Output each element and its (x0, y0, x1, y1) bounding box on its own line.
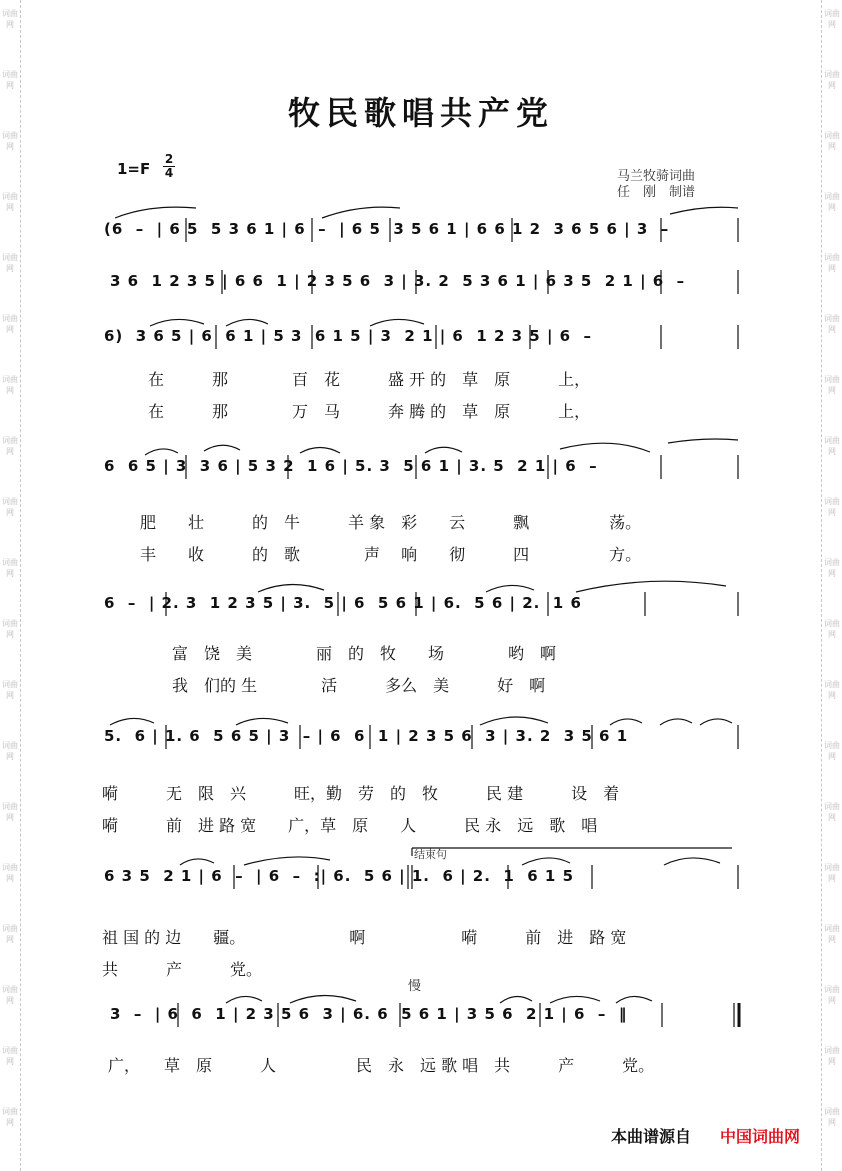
notation-row-5: 6 – | 2. 3 1 2 3 5 | 3. 5 | 6 5 6 1 | 6. 5 6 | 2. 1 6 (104, 594, 582, 612)
notation-row-1: (6 – | 6 5 5 3 6 1 | 6 – | 6 5 3 5 6 1 | 6 6 1 2 3 6 5 6 | 3 – (104, 220, 670, 238)
watermark-text: 词曲网 (2, 314, 18, 334)
watermark-text: 词曲网 (2, 985, 18, 1005)
lyric-row-5b: 我 们的 生 活 多么 美 好 啊 (172, 676, 546, 695)
watermark-text: 词曲网 (2, 131, 18, 151)
notation-row-2: 3 6 1 2 3 5 | 6 6 1 | 2 3 5 6 3 | 3. 2 5 3 6 1 | 6 3 5 2 1 | 6 – (110, 272, 686, 290)
watermark-text: 词曲网 (2, 497, 18, 517)
lyric-row-6b: 嗬 前 进 路 宽 广，草 原 人 民 永 远 歌 唱 (102, 816, 598, 835)
watermark-text: 词曲网 (2, 9, 18, 29)
site-link[interactable]: 中国词曲网 (720, 1127, 801, 1146)
ending-marker: 结束句 (414, 848, 447, 861)
lyric-row-7b: 共 产 党。 (102, 960, 263, 979)
watermark-text: 词曲网 (2, 192, 18, 212)
watermark-text: 词曲网 (2, 558, 18, 578)
notation-row-3: 6) 3 6 5 | 6 6 1 | 5 3 6 1 5 | 3 2 1 | 6 1 2 3 5 | 6 – (104, 327, 593, 345)
notation-row-8: 3 – | 6 6 1 | 2 3 5 6 3 | 6. 6 5 6 1 | 3 5 6 2 1 | 6 – ‖ (110, 1005, 628, 1023)
lyric-row-4b: 丰 收 的 歌 声 响 彻 四 方。 (140, 545, 642, 564)
watermark-text: 词曲网 (2, 436, 18, 456)
lyric-row-6a: 嗬 无 限 兴 旺，勤 劳 的 牧 民 建 设 着 (102, 784, 620, 803)
watermark-text: 词曲网 (824, 924, 840, 944)
watermark-text: 词曲网 (824, 1107, 840, 1127)
credit-transcriber: 任 刚 制谱 (617, 185, 696, 200)
credit-lyrics-music: 马兰牧骑词曲 (617, 169, 696, 184)
lyric-row-3a: 在 那 百 花 盛 开 的 草 原 上， (148, 370, 591, 389)
watermark-text: 词曲网 (824, 1046, 840, 1066)
notation-row-6: 5. 6 | 1. 6 5 6 5 | 3 – | 6 6 1 | 2 3 5 6 3 | 3. 2 3 5 6 1 (104, 727, 629, 745)
watermark-text: 词曲网 (2, 1046, 18, 1066)
key-signature: 1=F (117, 160, 151, 178)
watermark-text: 词曲网 (2, 619, 18, 639)
watermark-text: 词曲网 (824, 619, 840, 639)
watermark-text: 词曲网 (824, 192, 840, 212)
time-signature-top: 2 (164, 152, 174, 166)
watermark-text: 词曲网 (824, 70, 840, 90)
watermark-text: 词曲网 (824, 314, 840, 334)
watermark-text: 词曲网 (2, 375, 18, 395)
watermark-text: 词曲网 (824, 436, 840, 456)
watermark-text: 词曲网 (2, 70, 18, 90)
watermark-text: 词曲网 (824, 497, 840, 517)
watermark-text: 词曲网 (2, 802, 18, 822)
watermark-text: 词曲网 (824, 558, 840, 578)
lyric-row-7a: 祖 国 的 边 疆。 啊 嗬 前 进 路 宽 (102, 928, 627, 947)
tempo-marker: 慢 (408, 979, 422, 994)
notation-row-4: 6 6 5 | 3 3 6 | 5 3 2 1 6 | 5. 3 5 6 1 | 3. 5 2 1 | 6 – (104, 457, 598, 475)
watermark-text: 词曲网 (824, 741, 840, 761)
watermark-text: 词曲网 (2, 863, 18, 883)
time-signature-bottom: 4 (164, 166, 174, 180)
lyric-row-4a: 肥 壮 的 牛 羊 象 彩 云 飘 荡。 (140, 513, 642, 532)
watermark-text: 词曲网 (824, 863, 840, 883)
watermark-text: 词曲网 (824, 985, 840, 1005)
lyric-row-5a: 富 饶 美 丽 的 牧 场 哟 啊 (172, 644, 557, 663)
lyric-row-8: 广， 草 原 人 民 永 远 歌 唱 共 产 党。 (108, 1056, 655, 1075)
watermark-text: 词曲网 (2, 1107, 18, 1127)
watermark-text: 词曲网 (2, 253, 18, 273)
watermark-text: 词曲网 (824, 375, 840, 395)
watermark-text: 词曲网 (2, 741, 18, 761)
watermark-text: 词曲网 (824, 680, 840, 700)
lyric-row-3b: 在 那 万 马 奔 腾 的 草 原 上， (148, 402, 591, 421)
song-title: 牧民歌唱共产党 (287, 94, 554, 132)
watermark-text: 词曲网 (2, 680, 18, 700)
source-label: 本曲谱源自 (611, 1127, 692, 1146)
notation-row-7: 6 3 5 2 1 | 6 – | 6 – :| 6. 5 6 | 1. 6 | 2. 1 6 1 5 (104, 867, 575, 885)
watermark-text: 词曲网 (824, 253, 840, 273)
watermark-text: 词曲网 (2, 924, 18, 944)
watermark-text: 词曲网 (824, 9, 840, 29)
watermark-text: 词曲网 (824, 802, 840, 822)
watermark-text: 词曲网 (824, 131, 840, 151)
